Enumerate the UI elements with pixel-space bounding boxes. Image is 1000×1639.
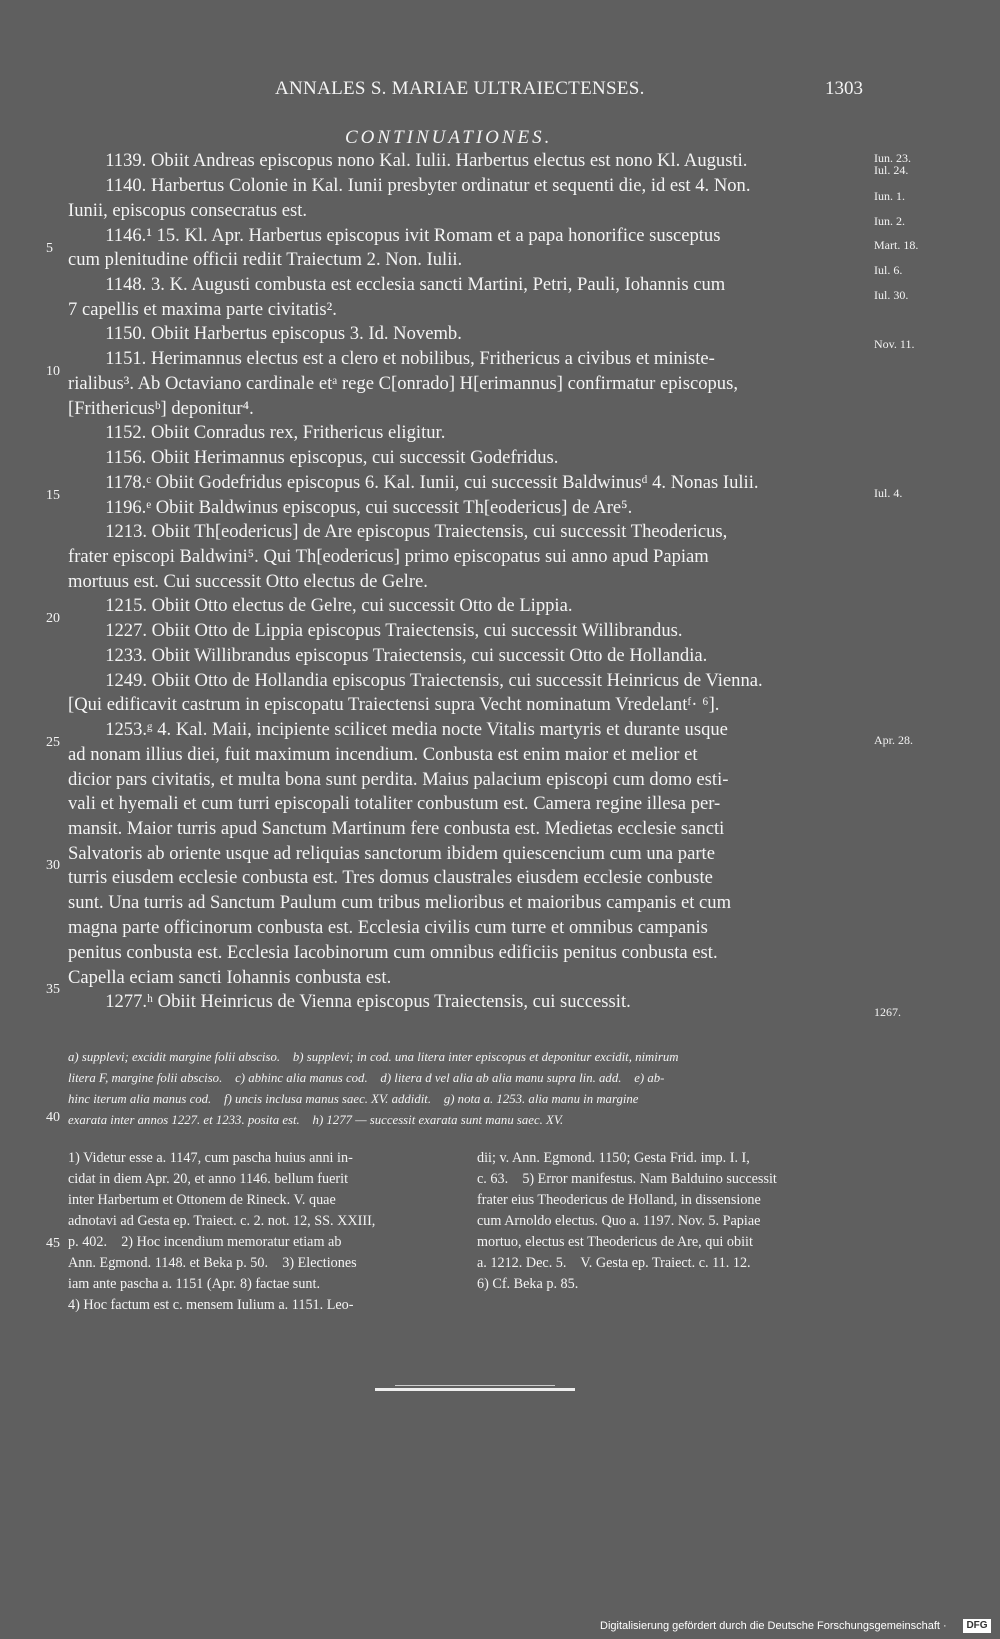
note-line: p. 402. 2) Hoc incendium memoratur etiam ab	[68, 1234, 342, 1250]
text-line: 1140. Harbertus Colonie in Kal. Iunii presbyter ordinatur et sequenti die, id est 4. Non.	[68, 175, 751, 196]
line-number: 40	[46, 1110, 60, 1125]
line-number: 5	[46, 241, 53, 256]
running-title: ANNALES S. MARIAE ULTRAIECTENSES.	[275, 78, 645, 99]
text-line: 1156. Obiit Herimannus episcopus, cui successit Godefridus.	[68, 447, 559, 468]
note-line: iam ante pascha a. 1151 (Apr. 8) factae sunt.	[68, 1276, 320, 1292]
page-number: 1303	[825, 78, 863, 99]
line-number: 10	[46, 364, 60, 379]
text-line: 1148. 3. K. Augusti combusta est ecclesia sancti Martini, Petri, Pauli, Iohannis cum	[68, 274, 726, 295]
margin-date: Apr. 28.	[874, 733, 913, 747]
text-line: 1151. Herimannus electus est a clero et nobilibus, Frithericus a civibus et ministe-	[68, 348, 715, 369]
text-line: penitus conbusta est. Ecclesia Iacobinorum cum omnibus edificiis penitus conbusta est.	[68, 942, 718, 963]
text-line: Salvatoris ab oriente usque ad reliquias sanctorum ibidem quiescencium cum una parte	[68, 843, 715, 864]
margin-date: Iul. 30.	[874, 288, 909, 302]
text-line: mansit. Maior turris apud Sanctum Martinum fere conbusta est. Medietas ecclesie sancti	[68, 818, 725, 839]
text-line: [Frithericusᵇ] deponitur⁴.	[68, 398, 254, 419]
margin-date: Iun. 2.	[874, 214, 905, 228]
margin-date: 1267.	[874, 1005, 901, 1019]
text-line: magna parte officinorum conbusta est. Ecclesia civilis cum turre et omnibus campanis	[68, 917, 708, 938]
text-line: 1249. Obiit Otto de Hollandia episcopus Traiectensis, cui successit Heinricus de Vienna.	[68, 670, 763, 691]
line-number: 35	[46, 982, 60, 997]
line-number: 15	[46, 488, 60, 503]
margin-date: Mart. 18.	[874, 238, 919, 252]
margin-date: Iul. 24.	[874, 163, 909, 177]
margin-date: Iun. 1.	[874, 189, 905, 203]
note-line: dii; v. Ann. Egmond. 1150; Gesta Frid. imp. I. I,	[477, 1150, 750, 1166]
margin-date: Iul. 6.	[874, 263, 903, 277]
note-line: cidat in diem Apr. 20, et anno 1146. bellum fuerit	[68, 1171, 349, 1187]
note-line: c. 63. 5) Error manifestus. Nam Balduino successit	[477, 1171, 777, 1187]
text-line: turris eiusdem ecclesie conbusta est. Tres domus claustrales eiusdem ecclesie conbuste	[68, 867, 713, 888]
text-line: 1253.ᵍ 4. Kal. Maii, incipiente scilicet media nocte Vitalis martyris et durante usque	[68, 719, 728, 740]
text-line: cum plenitudine officii rediit Traiectum 2. Non. Iulii.	[68, 249, 463, 270]
note-line: mortuo, electus est Theodericus de Are, qui obiit	[477, 1234, 753, 1250]
line-number: 20	[46, 611, 60, 626]
note-line: Ann. Egmond. 1148. et Beka p. 50. 3) Electiones	[68, 1255, 357, 1271]
text-line: 1277.ʰ Obiit Heinricus de Vienna episcopus Traiectensis, cui successit.	[68, 991, 631, 1012]
note-line: 4) Hoc factum est c. mensem Iulium a. 1151. Leo-	[68, 1297, 354, 1313]
section-title: CONTINUATIONES.	[345, 127, 553, 148]
text-line: rialibus³. Ab Octaviano cardinale etᵃ rege C[onrado] H[erimannus] confirmatur episcopus,	[68, 373, 738, 394]
text-line: 1213. Obiit Th[eodericus] de Are episcopus Traiectensis, cui successit Theodericus,	[68, 521, 728, 542]
text-line: 7 capellis et maxima parte civitatis².	[68, 299, 337, 320]
note-line: cum Arnoldo electus. Quo a. 1197. Nov. 5. Papiae	[477, 1213, 761, 1229]
text-line: mortuus est. Cui successit Otto electus de Gelre.	[68, 571, 428, 592]
line-number: 30	[46, 858, 60, 873]
note-line: frater eius Theodericus de Holland, in dissensione	[477, 1192, 761, 1208]
margin-date: Iun. 23.	[874, 151, 911, 165]
margin-date: Iul. 4.	[874, 486, 903, 500]
apparatus-line: litera F, margine folii absciso. c) abhinc alia manus cod. d) litera d vel alia ab alia manu supra lin. add. e) ab-	[68, 1071, 665, 1085]
text-line: dicior pars civitatis, et multa bona sunt perdita. Maius palacium episcopi cum domo esti-	[68, 769, 729, 790]
margin-date: Nov. 11.	[874, 337, 915, 351]
text-line: Capella eciam sancti Iohannis conbusta est.	[68, 967, 392, 988]
text-line: [Qui edificavit castrum in episcopatu Traiectensi supra Vecht nominatum Vredelantᶠ· ⁶].	[68, 694, 720, 715]
page-end-rule-thin	[395, 1385, 555, 1386]
text-line: 1227. Obiit Otto de Lippia episcopus Traiectensis, cui successit Willibrandus.	[68, 620, 683, 641]
text-line: vali et hyemali et cum turri episcopali totaliter conbustum est. Camera regine illesa per-	[68, 793, 721, 814]
note-line: adnotavi ad Gesta ep. Traiect. c. 2. not. 12, SS. XXIII,	[68, 1213, 376, 1229]
text-line: 1196.ᵉ Obiit Baldwinus episcopus, cui successit Th[eodericus] de Are⁵.	[68, 497, 633, 518]
apparatus-line: hinc iterum alia manus cod. f) uncis inclusa manus saec. XV. addidit. g) nota a. 1253. alia manu in margine	[68, 1092, 639, 1106]
text-line: 1139. Obiit Andreas episcopus nono Kal. Iulii. Harbertus electus est nono Kl. Augusti.	[68, 150, 748, 171]
apparatus-line: a) supplevi; excidit margine folii absciso. b) supplevi; in cod. una litera inter episcopus et deponitur excidit, nimirum	[68, 1050, 679, 1064]
text-line: ad nonam illius diei, fuit maximum incendium. Conbusta est enim maior et melior et	[68, 744, 698, 765]
line-number: 25	[46, 735, 60, 750]
digitization-credit: Digitalisierung gefördert durch die Deutsche Forschungsgemeinschaft ·	[600, 1620, 947, 1632]
line-number: 45	[46, 1236, 60, 1251]
note-line: a. 1212. Dec. 5. V. Gesta ep. Traiect. c. 11. 12.	[477, 1255, 751, 1271]
text-line: 1152. Obiit Conradus rex, Frithericus eligitur.	[68, 422, 446, 443]
note-line: inter Harbertum et Ottonem de Rineck. V. quae	[68, 1192, 336, 1208]
text-line: 1233. Obiit Willibrandus episcopus Traiectensis, cui successit Otto de Hollandia.	[68, 645, 708, 666]
text-line: frater episcopi Baldwini⁵. Qui Th[eodericus] primo episcopatus sui anno apud Papiam	[68, 546, 709, 567]
text-line: 1178.ᶜ Obiit Godefridus episcopus 6. Kal. Iunii, cui successit Baldwinusᵈ 4. Nonas Iulii.	[68, 472, 759, 493]
page-end-rule	[375, 1388, 575, 1391]
apparatus-line: exarata inter annos 1227. et 1233. posita est. h) 1277 — successit exarata sunt manu saec. XV.	[68, 1113, 564, 1127]
text-line: Iunii, episcopus consecratus est.	[68, 200, 308, 221]
text-line: 1215. Obiit Otto electus de Gelre, cui successit Otto de Lippia.	[68, 595, 573, 616]
text-line: 1150. Obiit Harbertus episcopus 3. Id. Novemb.	[68, 323, 462, 344]
text-line: 1146.¹ 15. Kl. Apr. Harbertus episcopus ivit Romam et a papa honorifice susceptus	[68, 225, 721, 246]
text-line: sunt. Una turris ad Sanctum Paulum cum tribus melioribus et maioribus campanis et cum	[68, 892, 732, 913]
note-line: 6) Cf. Beka p. 85.	[477, 1276, 579, 1292]
dfg-logo: DFG	[963, 1619, 991, 1633]
note-line: 1) Videtur esse a. 1147, cum pascha huius anni in-	[68, 1150, 353, 1166]
